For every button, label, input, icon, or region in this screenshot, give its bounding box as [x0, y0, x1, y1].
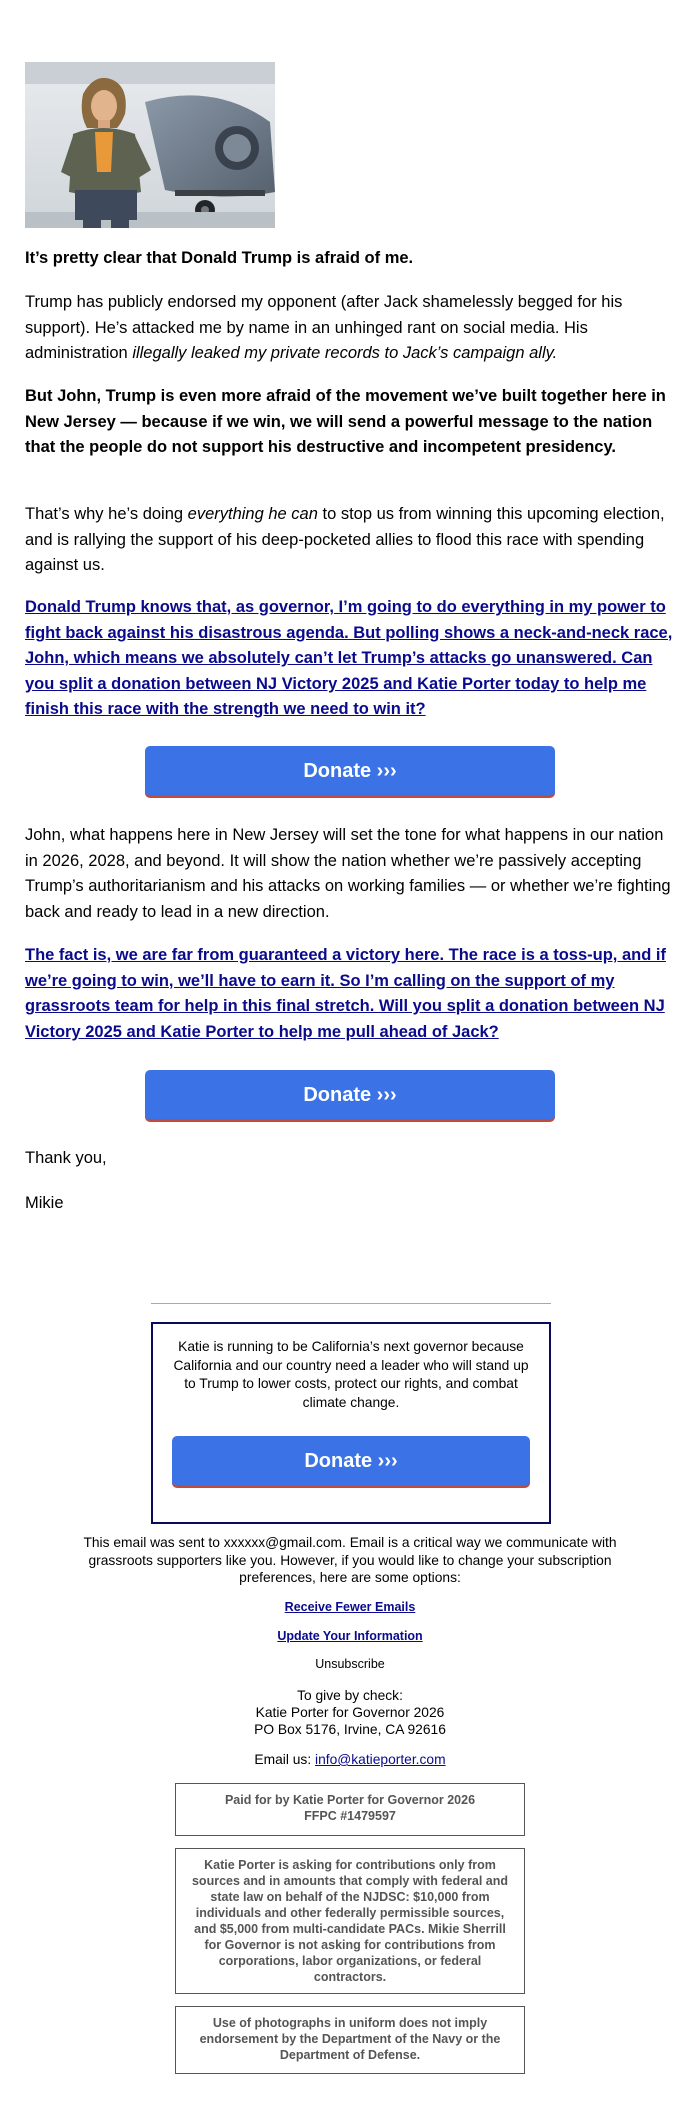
closing-thanks: Thank you, [25, 1149, 107, 1167]
donate-button[interactable]: Donate ››› [172, 1436, 530, 1488]
email-paragraph [25, 290, 675, 367]
receive-fewer-emails-link[interactable]: Receive Fewer Emails [284, 1600, 416, 1614]
paragraph-italic-text: everything he can [187, 505, 318, 523]
contributions-disclaimer: Katie Porter is asking for contributions only from sources and in amounts that comply with federal and state law on behalf of the NJDSC: $10,000 from individuals and other federally permissible sources, and $5,000 from multi-candidate PACs. Mikie Sherrill for Governor is not asking for contributions from corporations, labor organizations, or federal contractors. [175, 1848, 525, 1994]
donate-button[interactable]: Donate ››› [145, 746, 555, 798]
check-payee: Katie Porter for Governor 2026 [255, 1705, 445, 1720]
paragraph-text: Trump has publicly endorsed my opponent (after Jack shamelessly begged for his support). He’s attacked me by name in an unhinged rant on social media. His administration [25, 293, 623, 363]
update-info-wrapper [50, 1627, 650, 1646]
campaign-box-text: Katie is running to be California’s next governor because California and our country need a leader who will stand up to Trump to lower costs, protect our rights, and combat climate change. [173, 1339, 529, 1410]
contact-email-line [50, 1751, 650, 1769]
check-address: PO Box 5176, Irvine, CA 92616 [254, 1722, 446, 1737]
paid-for-text: Paid for by Katie Porter for Governor 2026 [224, 1793, 476, 1807]
email-paragraph-bold: But John, Trump is even more afraid of the movement we’ve built together here in New Jersey — because if we win, we will send a powerful message to the nation that the people do not support his destructive and incompetent presidency. [25, 387, 666, 457]
update-information-link[interactable]: Update Your Information [277, 1629, 423, 1643]
paid-for-disclaimer [175, 1783, 525, 1836]
paragraph-text: That’s why he’s doing [25, 505, 188, 523]
donate-button[interactable]: Donate ››› [145, 1070, 555, 1122]
fppc-number: FFPC #1479597 [304, 1809, 396, 1823]
donation-appeal-link-wrapper [25, 943, 675, 1045]
signature: Mikie [25, 1194, 64, 1212]
hero-photo [25, 62, 275, 228]
photo-disclaimer: Use of photographs in uniform does not imply endorsement by the Department of the Navy or the Department of Defense. [175, 2006, 525, 2074]
subscription-notice: This email was sent to xxxxxx@gmail.com. Email is a critical way we communicate with grassroots supporters like you. However, if you would like to change your subscription preferences, here are some options: [83, 1535, 617, 1585]
unsubscribe-link[interactable]: Unsubscribe [315, 1657, 385, 1671]
email-paragraph [25, 502, 675, 579]
paragraph-text: to stop us from winning this upcoming election, and is rallying the support of his deep-pocketed allies to flood this race with spending against us. [25, 505, 665, 575]
contact-email-label: Email us: [254, 1752, 315, 1767]
check-label: To give by check: [297, 1688, 403, 1703]
footer-divider [151, 1303, 551, 1304]
donation-appeal-link[interactable]: Donald Trump knows that, as governor, I’m going to do everything in my power to fight back against his disastrous agenda. But polling shows a neck-and-neck race, John, which means we absolutely can’t let Trump’s attacks go unanswered. Can you split a donation between NJ Victory 2025 and Katie Porter today to help me finish this race with the strength we need to win it? [25, 598, 673, 719]
campaign-box [151, 1322, 551, 1524]
donation-appeal-link-wrapper [25, 595, 675, 723]
donation-appeal-link[interactable]: The fact is, we are far from guaranteed a victory here. The race is a toss-up, and if we’re going to win, we’ll have to earn it. So I’m calling on the support of my grassroots team for help in this final stretch. Will you split a donation between NJ Victory 2025 and Katie Porter to help me pull ahead of Jack? [25, 946, 666, 1041]
email-paragraph: John, what happens here in New Jersey will set the tone for what happens in our nation in 2026, 2028, and beyond. It will show the nation whether we’re passively accepting Trump’s authoritarianism and his attacks on working families — or whether we’re fighting back and ready to lead in a new direction. [25, 826, 671, 921]
email-headline: It’s pretty clear that Donald Trump is afraid of me. [25, 249, 414, 267]
paragraph-italic-text: illegally leaked my private records to Jack’s campaign ally. [132, 344, 558, 363]
contact-email-link[interactable]: info@katieporter.com [315, 1752, 446, 1767]
fewer-emails-wrapper [50, 1598, 650, 1617]
